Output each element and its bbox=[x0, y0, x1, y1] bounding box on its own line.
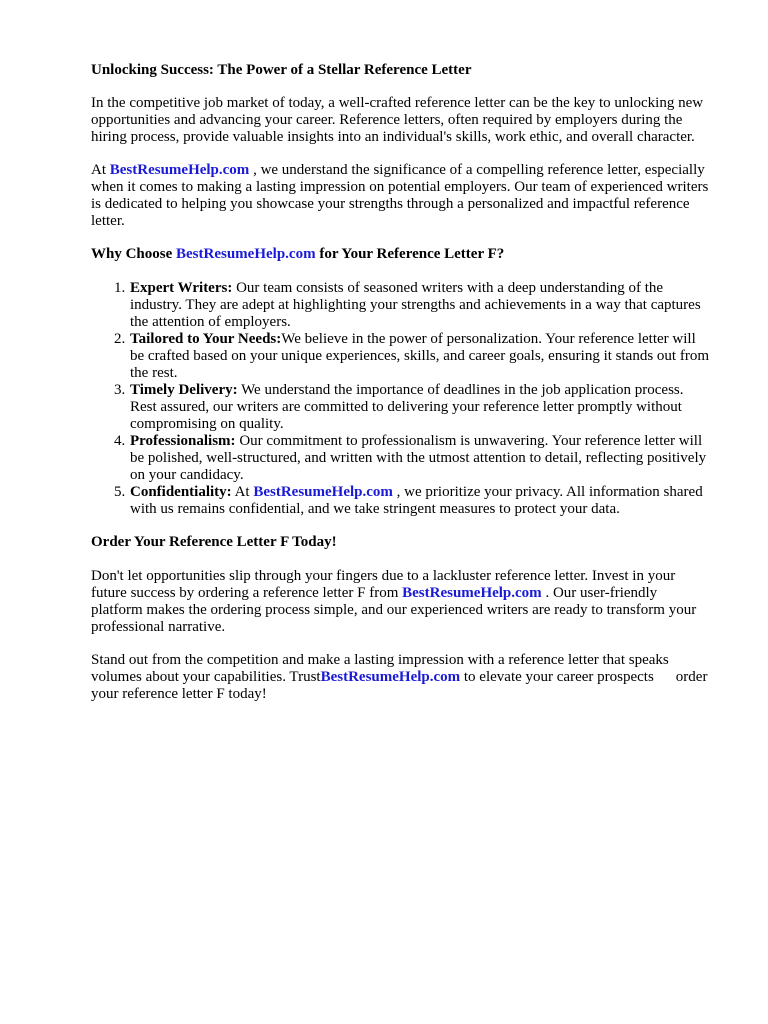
about-prefix: At bbox=[91, 162, 110, 178]
list-text-before: At bbox=[231, 484, 254, 500]
about-paragraph bbox=[91, 162, 712, 230]
order-suffix: . Our user-friendly platform makes the ordering process simple, and our experienced writers are ready to transform your professional narrative. bbox=[91, 585, 697, 635]
list-item bbox=[129, 331, 712, 382]
document-title: Unlocking Success: The Power of a Stellar Reference Letter bbox=[91, 62, 472, 78]
site-link[interactable]: BestResumeHelp.com bbox=[402, 585, 542, 601]
site-link[interactable]: BestResumeHelp.com bbox=[109, 162, 250, 178]
list-term: Timely Delivery: bbox=[130, 382, 238, 398]
list-item bbox=[129, 280, 712, 331]
list-item bbox=[129, 382, 712, 433]
closing-paragraph bbox=[91, 652, 712, 703]
order-paragraph bbox=[91, 568, 712, 636]
closing-middle: to elevate your career prospects bbox=[460, 669, 654, 685]
order-heading: Order Your Reference Letter F Today! bbox=[91, 534, 337, 550]
about-suffix: , we understand the significance of a compelling reference letter, especially when it comes to making a lasting impression on potential employers. Our team of experienced writers is dedicated to helping you showcase your strengths through a personalized and impactful reference letter. bbox=[91, 162, 709, 229]
list-text: , we prioritize your privacy. All information shared with us remains confidential, and we take stringent measures to protect your data. bbox=[130, 484, 703, 517]
why-heading bbox=[91, 246, 712, 263]
benefits-list bbox=[91, 280, 712, 518]
why-prefix: Why Choose bbox=[91, 246, 177, 262]
intro-paragraph: In the competitive job market of today, a well-crafted reference letter can be the key to unlocking new opportunities and advancing your career. Reference letters, often required by employers during the hiring process, provide valuable insights into an individual's skills, work ethic, and overall character. bbox=[91, 95, 704, 145]
list-text: Our commitment to professionalism is unwavering. Your reference letter will be polished, well-structured, and written with the utmost attention to detail, reflecting positively on your candidacy. bbox=[130, 433, 707, 483]
site-link[interactable]: BestResumeHelp.com bbox=[176, 246, 316, 262]
site-link[interactable]: BestResumeHelp.com bbox=[253, 484, 393, 500]
site-link[interactable]: BestResumeHelp.com bbox=[320, 669, 461, 685]
list-item bbox=[129, 433, 712, 484]
list-text: Our team consists of seasoned writers with a deep understanding of the industry. They are adept at highlighting your strengths and achievements in a way that captures the attention of employers. bbox=[130, 280, 701, 330]
list-item bbox=[129, 484, 712, 518]
list-term: Expert Writers: bbox=[130, 280, 233, 296]
closing-prefix: Stand out from the competition and make a lasting impression with a reference letter that speaks volumes about your capabilities. Trust bbox=[91, 652, 669, 685]
list-term: Tailored to Your Needs: bbox=[130, 331, 282, 347]
why-suffix: for Your Reference Letter F? bbox=[315, 246, 505, 262]
list-term: Professionalism: bbox=[130, 433, 236, 449]
list-term: Confidentiality: bbox=[130, 484, 232, 500]
closing-suffix: order your reference letter F today! bbox=[91, 669, 708, 702]
order-prefix: Don't let opportunities slip through your fingers due to a lackluster reference letter. Invest in your future success by ordering a reference letter F from bbox=[91, 568, 676, 601]
list-text: We believe in the power of personalization. Your reference letter will be crafted based on your unique experiences, skills, and career goals, ensuring it stands out from the rest. bbox=[130, 331, 709, 381]
list-text: We understand the importance of deadlines in the job application process. Rest assured, our writers are committed to delivering your reference letter promptly without compromising on quality. bbox=[130, 382, 684, 432]
